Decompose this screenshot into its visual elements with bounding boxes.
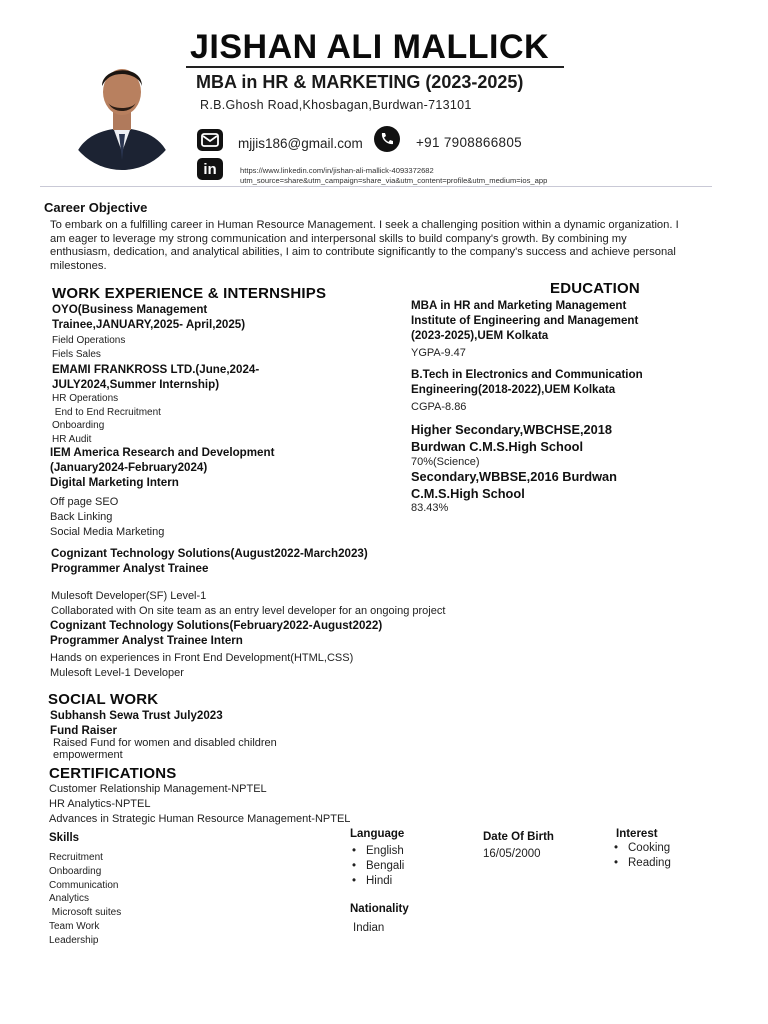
list-item: • Bengali [350, 859, 404, 874]
cognizant-entry-1 [51, 546, 445, 619]
iem-title-line-3: Digital Marketing Intern [50, 476, 179, 489]
list-item: • Cooking [612, 841, 671, 856]
iem-entry [50, 445, 274, 540]
linkedin-url-line-1: https://www.linkedin.com/in/jishan-ali-mallick-4093372682 [240, 166, 434, 175]
career-objective-text: To embark on a fulfilling career in Human Resource Management. I seek a challenging position within a dynamic organization. I am eager to leverage my strong communication and interpersonal skills to build company's growth. By combining my enthusiasm, dedication, and analytical abilities, I aim to contribute significantly to the company's success and achieve personal milestones. [50, 219, 679, 272]
list-item: Back Linking [50, 511, 113, 523]
list-item: Social Media Marketing [50, 526, 165, 538]
mba-line-2: Institute of Engineering and Management [411, 314, 639, 327]
nationality-value: Indian [353, 922, 385, 934]
certifications-heading: CERTIFICATIONS [49, 765, 177, 782]
list-item: Mulesoft Developer(SF) Level-1 [51, 590, 207, 602]
list-item: Hands on experiences in Front End Development(HTML,CSS) [50, 652, 354, 664]
skills-heading: Skills [49, 832, 80, 844]
linkedin-url-line-2: utm_source=share&utm_campaign=share_via&utm_content=profile&utm_medium=ios_app [240, 176, 548, 185]
language-heading: Language [350, 828, 405, 840]
list-item: Onboarding [52, 420, 105, 431]
emami-entry [52, 362, 259, 446]
list-item: Team Work [49, 920, 100, 932]
list-item: HR Analytics-NPTEL [49, 798, 151, 810]
hs-line-2: Burdwan C.M.S.High School [411, 438, 584, 454]
education-btech [411, 367, 643, 415]
degree-subtitle: MBA in HR & MARKETING (2023-2025) [196, 72, 524, 92]
interest-heading: Interest [616, 828, 658, 840]
list-item: Off page SEO [50, 496, 119, 508]
social-desc-line-2: empowerment [53, 748, 123, 761]
education-mba [411, 298, 638, 361]
secondary-line-2: C.M.S.High School [411, 485, 525, 501]
social-desc-line-1: Raised Fund for women and disabled children [53, 737, 277, 749]
mba-line-3: (2023-2025),UEM Kolkata [411, 329, 549, 342]
list-item: Microsoft suites [49, 907, 122, 919]
hs-line-1: Higher Secondary,WBCHSE,2018 [411, 422, 613, 437]
email-link[interactable]: mjjis186@gmail.com [238, 136, 363, 151]
iem-title-line-2: (January2024-February2024) [50, 461, 208, 474]
list-item: HR Operations [52, 393, 119, 404]
btech-line-1: B.Tech in Electronics and Communication [411, 368, 643, 381]
mail-icon [197, 129, 223, 151]
language-list [350, 844, 404, 889]
address: R.B.Ghosh Road,Khosbagan,Burdwan-713101 [200, 98, 472, 112]
oyo-title-line-1: OYO(Business Management [52, 303, 208, 316]
secondary-score: 83.43% [411, 502, 449, 514]
btech-line-2: Engineering(2018-2022),UEM Kolkata [411, 383, 616, 396]
list-item: Recruitment [49, 852, 103, 863]
social-work-desc [53, 738, 277, 761]
cognizant-2-title-line-1: Cognizant Technology Solutions(February2022-August2022) [50, 619, 383, 632]
list-item: Leadership [49, 934, 99, 946]
cognizant-2-title-line-2: Programmer Analyst Trainee Intern [50, 634, 243, 647]
emami-title-line-1: EMAMI FRANKROSS LTD.(June,2024- [52, 363, 260, 376]
hs-score: 70%(Science) [411, 456, 480, 468]
btech-score: CGPA-8.86 [411, 401, 467, 413]
phone-number[interactable]: +91 7908866805 [416, 135, 522, 150]
list-item: Onboarding [49, 865, 102, 877]
social-role: Fund Raiser [50, 724, 117, 737]
header-divider [40, 186, 712, 187]
mba-line-1: MBA in HR and Marketing Management [411, 299, 627, 312]
oyo-title-line-2: Trainee,JANUARY,2025- April,2025) [52, 318, 246, 331]
nationality-heading: Nationality [350, 903, 409, 915]
dob-heading: Date Of Birth [483, 831, 554, 843]
emami-title-line-2: JULY2024,Summer Internship) [52, 378, 220, 391]
education-heading: EDUCATION [550, 280, 640, 297]
dob-value: 16/05/2000 [483, 848, 541, 860]
linkedin-icon: in [197, 158, 223, 180]
list-item: Analytics [49, 893, 90, 905]
education-secondary [411, 469, 617, 514]
phone-icon [374, 126, 400, 152]
skills-list [49, 851, 121, 948]
list-item: Field Operations [52, 335, 126, 346]
list-item: • English [350, 844, 404, 859]
list-item: • Reading [612, 856, 671, 871]
avatar [64, 52, 180, 172]
linkedin-url[interactable] [240, 166, 547, 186]
cognizant-entry-2 [50, 618, 382, 681]
list-item: Fiels Sales [52, 349, 101, 360]
mba-score: YGPA-9.47 [411, 347, 466, 359]
education-hs [411, 422, 612, 469]
certifications-list [49, 782, 350, 827]
cognizant-1-title-line-1: Cognizant Technology Solutions(August2022-March2023) [51, 547, 368, 560]
list-item: Mulesoft Level-1 Developer [50, 667, 184, 679]
interest-list [612, 841, 671, 871]
cognizant-1-title-line-2: Programmer Analyst Trainee [51, 562, 209, 575]
career-objective-heading: Career Objective [44, 200, 148, 215]
oyo-entry [52, 302, 245, 362]
resume-name: JISHAN ALI MALLICK [190, 28, 550, 66]
social-org: Subhansh Sewa Trust July2023 [50, 709, 223, 722]
iem-title-line-1: IEM America Research and Development [50, 446, 275, 459]
list-item: HR Audit [52, 433, 92, 445]
work-experience-heading: WORK EXPERIENCE & INTERNSHIPS [52, 285, 327, 302]
secondary-line-1: Secondary,WBBSE,2016 Burdwan [411, 469, 617, 484]
social-work-entry [50, 708, 223, 738]
list-item: Advances in Strategic Human Resource Management-NPTEL [49, 813, 351, 825]
name-underline [186, 66, 564, 68]
list-item: End to End Recruitment [52, 406, 161, 418]
list-item: Customer Relationship Management-NPTEL [49, 783, 267, 795]
list-item: • Hindi [350, 874, 404, 889]
social-work-heading: SOCIAL WORK [48, 691, 159, 708]
list-item: Collaborated with On site team as an entry level developer for an ongoing project [51, 605, 446, 617]
list-item: Communication [49, 879, 119, 891]
